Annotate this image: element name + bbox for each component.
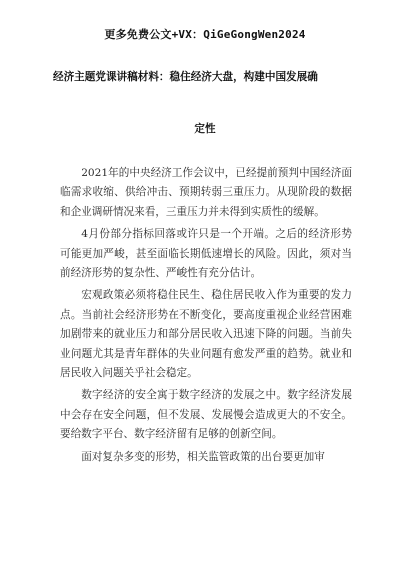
body-paragraph-1: 2021年的中央经济工作会议中，已经提前预判中国经济面临需求收缩、供给冲击、预期转弱三重压力。从现阶段的数据和企业调研情况来看，三重压力并未得到实质性的缓解。 bbox=[60, 167, 352, 218]
body-paragraph-4: 数字经济的安全寓于数字经济的发展之中。数字经济发展中会存在安全问题，但不发展、发展慢会造成更大的不安全。要给数字平台、数字经济留有足够的创新空间。 bbox=[60, 389, 352, 441]
document-title-line-2: 定性 bbox=[194, 123, 216, 135]
watermark-header: 更多免费公文+VX：QiGeGongWen2024 bbox=[104, 28, 306, 41]
body-paragraph-2: 4月份部分指标回落或许只是一个开端。之后的经济形势可能更加严峻，甚至面临长期低速增长的风险。因此，须对当前经济形势的复杂性、严峻性有充分估计。 bbox=[60, 228, 352, 280]
document-body bbox=[60, 164, 352, 470]
document-title-line-1: 经济主题党课讲稿材料：稳住经济大盘，构建中国发展确 bbox=[53, 71, 318, 83]
body-paragraph-5: 面对复杂多变的形势，相关监管政策的出台要更加审 bbox=[81, 450, 325, 463]
body-paragraph-3: 宏观政策必须将稳住民生、稳住居民收入作为重要的发力点。当前社会经济形势在不断变化，要高度重视企业经营困难加剧带来的就业压力和部分居民收入迅速下降的问题。当前失业问题尤其是青年群体的失业问题有愈发严重的趋势。就业和居民收入问题关乎社会稳定。 bbox=[60, 289, 352, 380]
